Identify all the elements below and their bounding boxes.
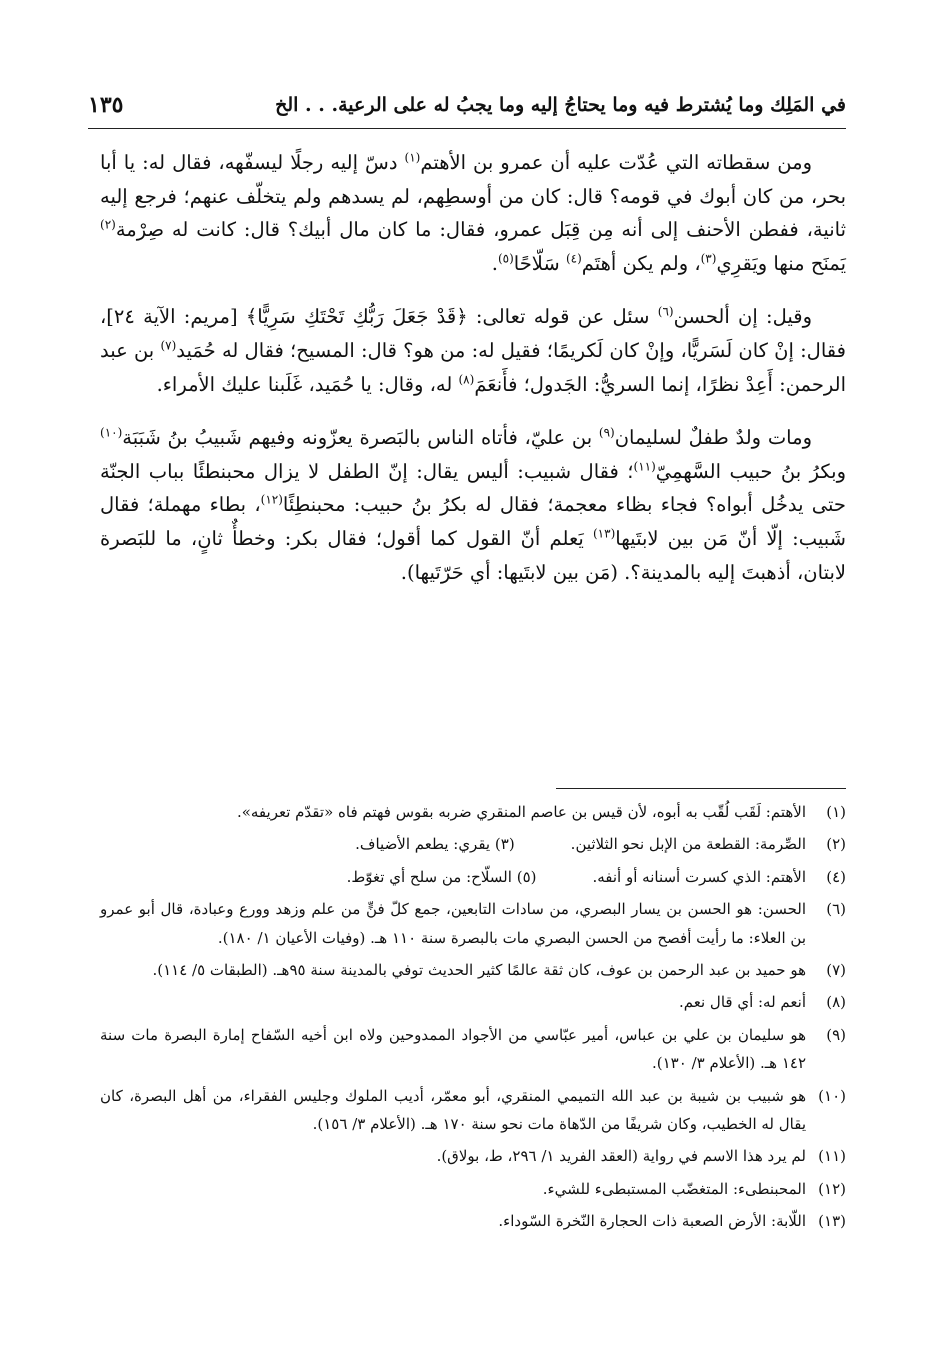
footnote-text: الصِّرمة: القطعة من الإبل نحو الثلاثين. xyxy=(570,835,806,854)
footnote-text: المحبنطىء: المتغضّب المستبطىء للشيء. xyxy=(542,1179,806,1198)
paragraph-2 xyxy=(100,300,846,401)
footnote-text: هو سليمان بن علي بن عباس، أمير عبّاسي من الأجواد الممدوحين ولاه ابن أخيه السّفاح إمارة البصرة مات سنة ١٤٢ هـ. (الأعلام ٣/ ١٣٠). xyxy=(100,1025,806,1073)
text-run: دسّ إليه رجلًا ليسفّهه، فقال له: يا أبا بحر، من كان أبوك في قومه؟ قال: كان من أوسطِهم، لم يسدهم ولم يتخلّف عنهم؛ فرجع إليه ثانية، ففطن الأحنف إلى أنه مِن قِبَل عمرو، فقال: ما كان مال أبيك؟ قال: كانت له صِرْمة xyxy=(100,151,846,242)
text-run: يَعلم أنّ القول كما أقول؛ فقال بكر: وخطأٌ ثانٍ، ما للبَصرة لابتان، أذهبتَ إليه بالمدينة؟. (مَن بين لابتَيها: أي حَرّتَيها). xyxy=(100,526,846,584)
footnote-number: (٦) xyxy=(826,900,846,919)
footnote-text: هو شبيب بن شيبة بن عبد الله التميمي المنقري، أبو معمّر، أديب الملوك وجليس الفقراء، من أهل البصرة، كان يقال له الخطيب، وكان شريفًا من الدّهاة مات نحو سنة ١٧٠ هـ. (الأعلام ٣/ ١٥٦). xyxy=(100,1086,806,1134)
paragraph-1 xyxy=(100,146,846,280)
text-run: ، ولم يكن أهتَم xyxy=(581,251,701,275)
footnote-number: (٩) xyxy=(826,1025,846,1044)
footnote-marker: (٥) xyxy=(497,251,514,266)
footnote-2-3 xyxy=(100,830,846,858)
footnote-1 xyxy=(100,798,846,826)
text-run: وقيل: إن ألحسن xyxy=(673,305,812,329)
text-run: . xyxy=(491,251,498,275)
footnote-number: (٢) xyxy=(826,835,846,854)
text-run: سَلّاحًا xyxy=(513,251,566,275)
footnote-text: السلّاح: من سلح أي تغوّط. xyxy=(346,867,512,886)
footnotes xyxy=(100,798,846,1240)
text-run: سئل عن قوله تعالى: ﴿قَدْ جَعَلَ رَبُّكِ تَحْتَكِ سَرِيًّا﴾ [مريم: الآية ٢٤]، فقال: إنْ كان لَسَريًّا، وإنْ كان لَكريمًا؛ فقيل له: من هو؟ قال: المسيح؛ فقال له حُمَيد xyxy=(100,305,846,362)
footnote-6 xyxy=(100,895,846,952)
footnote-marker: (٤) xyxy=(565,251,582,266)
text-run: ، بطاء مهملة؛ فقال شَبيب: إلّا أنّ مَن بين لابتَيها xyxy=(100,493,846,550)
main-text xyxy=(100,146,846,609)
footnote-4-5 xyxy=(100,863,846,891)
paragraph-3 xyxy=(100,421,846,589)
footnote-marker: (١) xyxy=(404,150,421,165)
footnote-text: أنعم له: أي قال نعم. xyxy=(678,993,806,1012)
footnote-10 xyxy=(100,1082,846,1139)
footnote-marker: (٧) xyxy=(160,338,177,353)
footnote-text: الأهتم: لَقَب لُقّب به أبوه، لأن قيس بن عاصم المنقري ضربه بقوس فهتم فاه «تقدّم تعريفه». xyxy=(236,803,806,821)
footnote-8 xyxy=(100,988,846,1016)
footnote-number: (٧) xyxy=(826,961,846,980)
footnote-number: (٨) xyxy=(826,993,846,1012)
footnote-text: الحسن: هو الحسن بن يسار البصري، من سادات التابعين، جمع كلّ فنٍّ من علم وزهد وورع وعبادة، قال أبو عمرو بن العلاء: ما رأيت أفصح من الحسن البصري مات بالبصرة سنة ١١٠ هـ. (وفيات الأعيان ١/ ١٨٠). xyxy=(100,900,806,947)
text-run: له، وقال: يا حُمَيد، غَلَبنا عليك الأمراء. xyxy=(156,372,459,396)
text-run: ؛ فقال شبيب: أليس يقال: إنّ الطفل لا يزال محبنطئًا بباب الجنّة حتى يدخُل أبواه؟ فجاء بظاء معجمة؛ فقال له بكرُ بنُ حبيب: محبنطِئًا xyxy=(100,459,846,517)
footnote-12 xyxy=(100,1175,846,1203)
text-run: بن عبد الرحمن: أَعِدْ نظرًا، إنما السريُّ: الجَدول؛ فأَنعَمَ xyxy=(100,338,846,396)
footnote-9 xyxy=(100,1021,846,1078)
footnote-text: الأهتم: الذي كسرت أسنانه أو أنفه. xyxy=(592,867,806,886)
text-run: يَمنَح منها ويَقرِي xyxy=(716,251,846,275)
footnote-marker: (١١) xyxy=(633,459,656,474)
text-run: وبكرُ بنُ حبيب السَّهمِيّ xyxy=(655,459,847,483)
footnote-number: (٤) xyxy=(826,867,846,886)
footnote-number: (١٢) xyxy=(818,1179,846,1198)
page-number: ١٣٥ xyxy=(88,92,124,118)
footnote-text: هو حميد بن عبد الرحمن بن عوف، كان ثقة عالمًا كثير الحديث توفي بالمدينة سنة ٩٥هـ. (الطبقات ٥/ ١١٤). xyxy=(152,961,806,980)
footnote-number: (٣) xyxy=(494,835,515,854)
footnote-11 xyxy=(100,1142,846,1170)
footnote-marker: (١٠) xyxy=(100,425,123,440)
footnote-marker: (٩) xyxy=(598,425,615,440)
footnote-number: (٥) xyxy=(516,867,537,886)
footnote-13 xyxy=(100,1207,846,1235)
footnote-text: اللّابة: الأرض الصعبة ذات الحجارة النّخرة السّوداء. xyxy=(498,1212,806,1231)
footnote-number: (١٣) xyxy=(818,1212,846,1231)
footnote-separator xyxy=(556,788,846,789)
footnote-marker: (٣) xyxy=(700,251,717,266)
running-header xyxy=(88,88,846,129)
text-run: ومن سقطاته التي عُدّت عليه أن عمرو بن الأهتم xyxy=(420,151,813,174)
footnote-7 xyxy=(100,956,846,984)
footnote-marker: (١٢) xyxy=(260,492,283,507)
footnote-number: (١١) xyxy=(818,1147,846,1166)
footnote-number: (١٠) xyxy=(818,1086,846,1105)
footnote-text: لم يرد هذا الاسم في رواية (العقد الفريد ١/ ٢٩٦، ط، بولاق). xyxy=(436,1147,806,1166)
footnote-marker: (١٣) xyxy=(592,526,616,541)
footnote-marker: (٢) xyxy=(100,217,116,232)
text-run: ومات ولدٌ طفلٌ لسليمان xyxy=(614,426,812,450)
footnote-number: (١) xyxy=(826,803,846,821)
footnote-marker: (٦) xyxy=(657,304,674,319)
running-title: في المَلِك وما يُشترط فيه وما يحتاجُ إليه وما يجبُ له على الرعية. . . الخ xyxy=(275,94,846,116)
footnote-text: يقري: يطعم الأضياف. xyxy=(355,835,491,854)
footnote-marker: (٨) xyxy=(458,372,475,387)
text-run: بن عليّ، فأتاه الناس بالبَصرة يعزّونه وفيهم شَبيبُ بنُ شَبَبَة xyxy=(122,426,599,450)
